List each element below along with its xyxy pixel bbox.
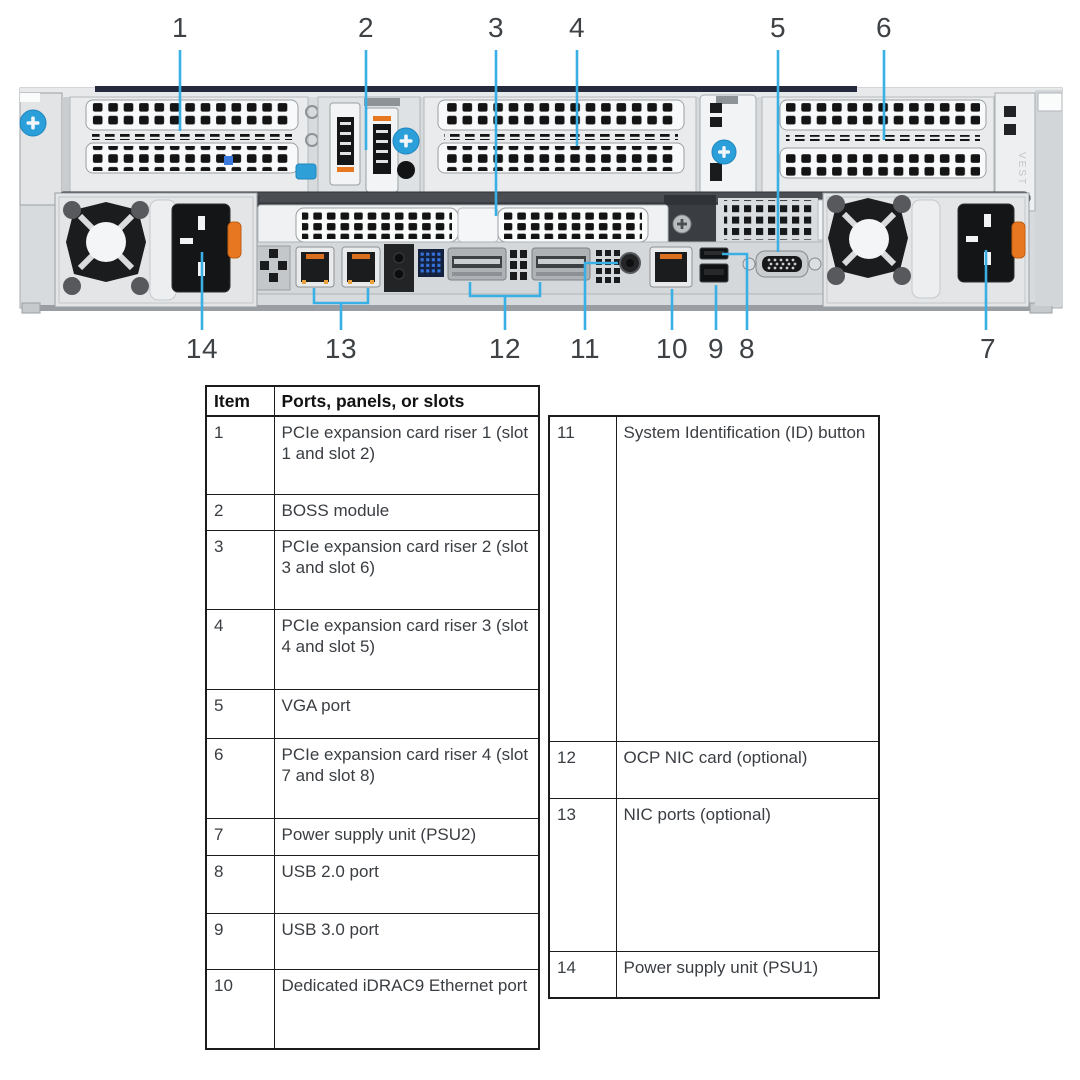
riser-latch-panel — [700, 95, 756, 195]
table-cell-desc: PCIe expansion card riser 4 (slot 7 and slot 8) — [274, 738, 539, 818]
column-header-item: Item — [206, 386, 274, 416]
table-cell-desc: OCP NIC card (optional) — [616, 741, 879, 798]
callout-11: 11 — [569, 333, 601, 364]
table-cell-item: 4 — [206, 609, 274, 689]
table-cell-desc: BOSS module — [274, 494, 539, 530]
callout-13: 13 — [324, 333, 358, 364]
table-row — [206, 969, 539, 1049]
idrac-ethernet-port-icon — [650, 247, 692, 287]
thumbscrew-icon — [712, 140, 736, 164]
table-row — [206, 416, 539, 494]
table-cell-item: 1 — [206, 416, 274, 494]
table-row — [549, 416, 879, 741]
callout-6: 6 — [875, 12, 893, 43]
left-mounting-ear — [20, 93, 70, 205]
psu2-handle-icon — [912, 200, 940, 298]
thumbscrew-icon — [20, 110, 46, 136]
table-row — [206, 689, 539, 738]
ocp-connector-icon — [418, 249, 444, 277]
blue-release-latch-icon — [296, 164, 316, 179]
table-cell-item: 7 — [206, 818, 274, 855]
psu2-release-clip-icon — [1012, 222, 1025, 258]
table-cell-desc: PCIe expansion card riser 1 (slot 1 and slot 2) — [274, 416, 539, 494]
table-cell-desc: Power supply unit (PSU2) — [274, 818, 539, 855]
ports-table-left — [205, 385, 540, 1050]
psu2-fan-icon — [827, 195, 911, 285]
ocp-cage-1-icon — [448, 248, 506, 280]
table-cell-desc: PCIe expansion card riser 3 (slot 4 and slot 5) — [274, 609, 539, 689]
system-id-button-icon — [620, 253, 640, 273]
table-cell-desc: USB 3.0 port — [274, 913, 539, 969]
pcie-riser4 — [762, 97, 994, 197]
psu2 — [823, 193, 1029, 307]
pcie-riser3 — [424, 97, 696, 195]
table-row — [549, 741, 879, 798]
callout-3: 3 — [487, 12, 505, 43]
table-cell-desc: USB 2.0 port — [274, 855, 539, 913]
table-cell-desc: Power supply unit (PSU1) — [616, 951, 879, 998]
table-cell-item: 14 — [549, 951, 616, 998]
table-row — [206, 494, 539, 530]
center-bracket — [664, 195, 716, 247]
usb3-port-icon — [700, 264, 728, 282]
callout-14: 14 — [185, 333, 219, 364]
table-cell-desc: NIC ports (optional) — [616, 798, 879, 951]
table-row — [206, 913, 539, 969]
table-row — [549, 798, 879, 951]
callout-12: 12 — [488, 333, 522, 364]
callout-8: 8 — [738, 333, 756, 364]
table-cell-item: 2 — [206, 494, 274, 530]
callout-9: 9 — [707, 333, 725, 364]
column-header-desc: Ports, panels, or slots — [274, 386, 539, 416]
pcie-riser1 — [70, 97, 318, 195]
pcie-riser2 — [258, 205, 668, 247]
table-cell-item: 12 — [549, 741, 616, 798]
ocp-cage-2-icon — [532, 248, 590, 280]
table-row — [206, 855, 539, 913]
table-row — [206, 609, 539, 689]
nic-port-1-icon — [296, 247, 334, 287]
table-cell-desc: System Identification (ID) button — [616, 416, 879, 741]
table-cell-item: 3 — [206, 530, 274, 609]
table-cell-item: 13 — [549, 798, 616, 951]
table-cell-desc: PCIe expansion card riser 2 (slot 3 and slot 6) — [274, 530, 539, 609]
vent-plate-icon — [256, 246, 290, 290]
table-row — [206, 530, 539, 609]
table-cell-desc: Dedicated iDRAC9 Ethernet port — [274, 969, 539, 1049]
callout-10: 10 — [655, 333, 689, 364]
table-row — [206, 818, 539, 855]
round-button-icon — [397, 161, 415, 179]
table-cell-item: 5 — [206, 689, 274, 738]
psu1-release-clip-icon — [228, 222, 241, 258]
table-cell-desc: VGA port — [274, 689, 539, 738]
ports-table-right — [548, 415, 880, 999]
chassis-emboss-label: VEST — [1016, 152, 1027, 187]
server-rear-illustration — [0, 0, 1080, 350]
table-cell-item: 10 — [206, 969, 274, 1049]
nic-port-2-icon — [342, 247, 380, 287]
table-cell-item: 9 — [206, 913, 274, 969]
callout-2: 2 — [357, 12, 375, 43]
thumbscrew-icon — [393, 128, 419, 154]
table-row — [549, 951, 879, 998]
callout-4: 4 — [568, 12, 586, 43]
psu1 — [55, 193, 257, 307]
callout-1: 1 — [171, 12, 189, 43]
boss-module — [318, 97, 420, 195]
table-cell-item: 11 — [549, 416, 616, 741]
table-cell-item: 8 — [206, 855, 274, 913]
callout-5: 5 — [769, 12, 787, 43]
psu1-fan-icon — [63, 201, 149, 295]
table-row — [206, 738, 539, 818]
callout-7: 7 — [979, 333, 997, 364]
table-cell-item: 6 — [206, 738, 274, 818]
vent-panel — [718, 198, 832, 242]
